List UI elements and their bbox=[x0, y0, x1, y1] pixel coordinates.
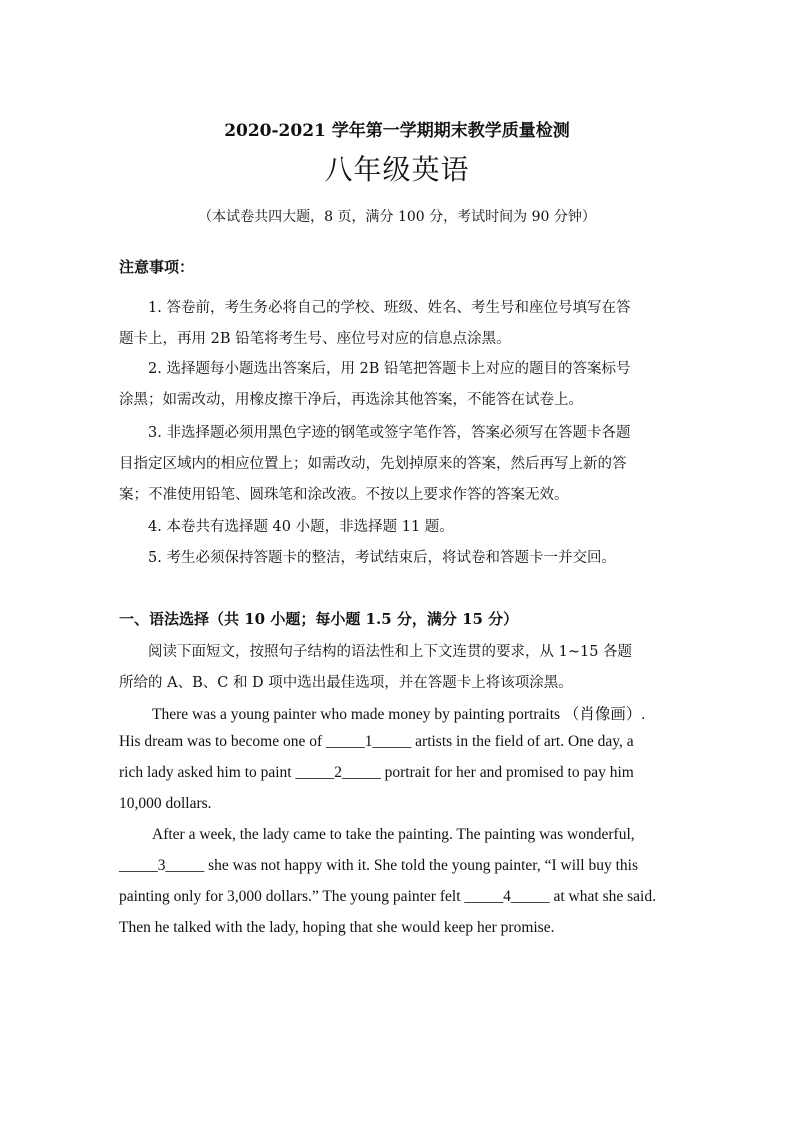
section1-instruction: 阅读下面短文，按照句子结构的语法性和上下文连贯的要求，从 1~15 各题 bbox=[148, 644, 633, 660]
note-line: 1. 答卷前，考生务必将自己的学校、班级、姓名、考生号和座位号填写在答 bbox=[148, 300, 631, 316]
note-line: 2. 选择题每小题选出答案后，用 2B 铅笔把答题卡上对应的题目的答案标号 bbox=[148, 361, 631, 377]
note-line: 涂黑；如需改动，用橡皮擦干净后，再选涂其他答案，不能答在试卷上。 bbox=[119, 392, 583, 408]
passage-line: painting only for 3,000 dollars.” The young painter felt _____4_____ at what she said. bbox=[119, 888, 656, 905]
passage-line: After a week, the lady came to take the painting. The painting was wonderful, bbox=[152, 826, 635, 843]
section1-heading: 一、语法选择（共 10 小题；每小题 1.5 分，满分 15 分） bbox=[119, 610, 519, 628]
note-line: 案；不准使用铅笔、圆珠笔和涂改液。不按以上要求作答的答案无效。 bbox=[119, 487, 569, 503]
exam-title-subject: 八年级英语 bbox=[324, 153, 470, 186]
note-line: 目指定区域内的相应位置上；如需改动，先划掉原来的答案，然后再写上新的答 bbox=[119, 456, 627, 472]
passage-line: _____3_____ she was not happy with it. She told the young painter, “I will buy this bbox=[119, 857, 639, 874]
exam-subtitle: （本试卷共四大题，8 页，满分 100 分，考试时间为 90 分钟） bbox=[198, 209, 596, 225]
notes-heading: 注意事项： bbox=[119, 258, 195, 276]
passage-line: 10,000 dollars. bbox=[119, 795, 212, 812]
exam-title-year: 2020-2021 学年第一学期期末教学质量检测 bbox=[224, 121, 570, 141]
note-line: 题卡上，再用 2B 铅笔将考生号、座位号对应的信息点涂黑。 bbox=[119, 331, 511, 347]
note-line: 4. 本卷共有选择题 40 小题，非选择题 11 题。 bbox=[148, 519, 454, 535]
section1-instruction: 所给的 A、B、C 和 D 项中选出最佳选项，并在答题卡上将该项涂黑。 bbox=[119, 675, 573, 691]
note-line: 5. 考生必须保持答题卡的整洁，考试结束后，将试卷和答题卡一并交回。 bbox=[148, 550, 616, 566]
passage-line: His dream was to become one of _____1_____ artists in the field of art. One day, a bbox=[119, 733, 634, 750]
note-line: 3. 非选择题必须用黑色字迹的钢笔或签字笔作答，答案必须写在答题卡各题 bbox=[148, 425, 631, 441]
passage-line: Then he talked with the lady, hoping that she would keep her promise. bbox=[119, 919, 555, 936]
passage-line: rich lady asked him to paint _____2_____ portrait for her and promised to pay him bbox=[119, 764, 634, 781]
passage-line: There was a young painter who made money by painting portraits （肖像画）. bbox=[152, 706, 646, 723]
